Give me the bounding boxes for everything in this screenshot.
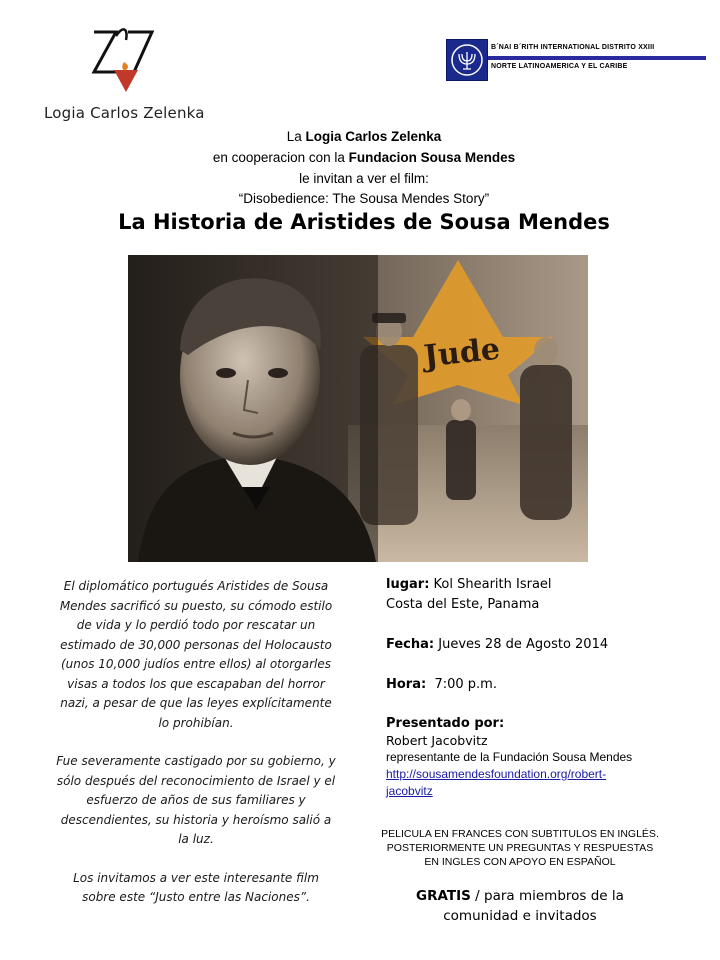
hora-line — [386, 675, 497, 694]
intro-line-4: “Disobedience: The Sousa Mendes Story” — [238, 191, 490, 206]
bnai-brith-logo — [444, 38, 706, 82]
bnai-brith-subtitle: NORTE LATINOAMERICA Y EL CARIBE — [491, 63, 628, 70]
language-notice — [370, 827, 670, 869]
page-title: La Historia de Aristides de Sousa Mendes — [118, 210, 610, 234]
presenter-link[interactable]: http://sousamendesfoundation.org/robert- jacobvitz — [386, 767, 607, 798]
logia-logo — [40, 22, 210, 132]
bnai-brith-seal-icon — [446, 39, 488, 81]
logia-emblem-icon — [86, 22, 166, 102]
story-paragraph-1: El diplomático portugués Aristides de Sousa Mendes sacrificó su puesto, su cómodo estilo de vida y lo perdió todo por rescatar un estimado de 30,000 personas del Holocausto (unos 10,000 judíos entre ellos) al otorgarles visas a todos los que escapaban del horror nazi, a pesar de que las leyes explícitamente lo prohibían. — [59, 579, 333, 730]
free-line-2: comunidad e invitados — [443, 908, 597, 924]
lugar-value: Kol Shearith Israel — [433, 577, 552, 592]
lugar-value-2: Costa del Este, Panama — [386, 597, 540, 612]
lugar-label: lugar: — [386, 577, 430, 592]
story-text — [56, 577, 336, 927]
free-line-1: GRATIS / para miembros de la — [416, 888, 624, 904]
story-paragraph-2: Fue severamente castigado por su gobierno, y sólo después del reconocimiento de Israel y el esfuerzo de años de sus familiares y descendientes, su historia y heroísmo salió a la luz. — [56, 754, 336, 846]
logia-logo-text: Logia Carlos Zelenka — [44, 104, 205, 122]
presenter-role: representante de la Fundación Sousa Mendes — [386, 750, 633, 764]
hora-value: 7:00 p.m. — [434, 677, 497, 692]
free-admission — [370, 886, 670, 926]
fecha-label: Fecha: — [386, 637, 435, 652]
notice-line-3: EN INGLES CON APOYO EN ESPAÑOL — [424, 856, 616, 868]
notice-line-1: PELICULA EN FRANCES CON SUBTITULOS EN INGLÉS. — [381, 828, 659, 840]
notice-line-2: POSTERIORMENTE UN PREGUNTAS Y RESPUESTAS — [386, 842, 654, 854]
hero-photo — [128, 255, 588, 562]
bnai-brith-title: B´NAI B´RITH INTERNATIONAL DISTRITO XXIII — [491, 44, 655, 51]
hora-label: Hora: — [386, 677, 427, 692]
bnai-brith-divider — [488, 56, 706, 60]
presenter-block — [386, 715, 686, 800]
presentado-label: Presentado por: — [386, 716, 505, 731]
lugar-line — [386, 575, 552, 594]
intro-line-1: La Logia Carlos Zelenka — [286, 129, 442, 144]
star-label: Jude — [422, 331, 502, 375]
intro-line-2: en cooperacion con la Fundacion Sousa Mendes — [212, 150, 516, 165]
fecha-value: Jueves 28 de Agosto 2014 — [438, 637, 609, 652]
story-paragraph-3: Los invitamos a ver este interesante film sobre este “Justo entre las Naciones”. — [73, 870, 319, 904]
fecha-line — [386, 635, 608, 654]
intro-line-3: le invitan a ver el film: — [299, 171, 429, 186]
presenter-name: Robert Jacobvitz — [386, 733, 488, 748]
